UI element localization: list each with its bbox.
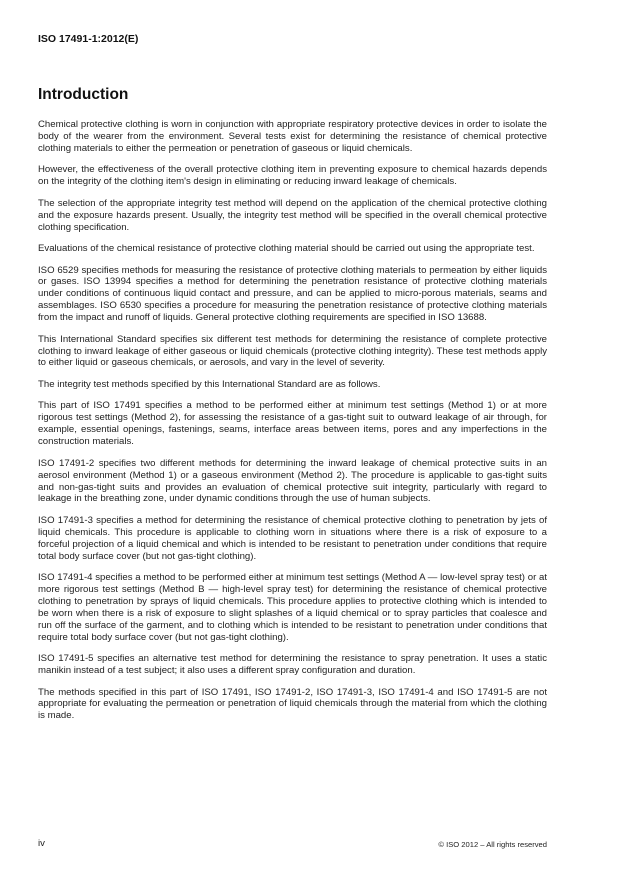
paragraph: ISO 6529 specifies methods for measuring the resistance of protective clothing materials to permeation by either liquids or gases. ISO 13994 specifies a method for determining the penetration resistance of protective clothing materials under conditions of continuous liquid contact and pressure, and can be applied to micro-porous materials, seams and assemblages. ISO 6530 specifies a procedure for measuring the penetration resistance of protective clothing materials from the impact and runoff of liquids. General protective clothing requirements are specified in ISO 13688. xyxy=(38,264,547,324)
page-number: iv xyxy=(38,838,45,849)
paragraph: The selection of the appropriate integrity test method will depend on the application of the chemical protective clothing and the exposure hazards present. Usually, the integrity test method will be specified in the overall chemical protective clothing specification. xyxy=(38,197,547,233)
document-body xyxy=(38,119,547,732)
paragraph: ISO 17491-2 specifies two different methods for determining the inward leakage of chemical protective suits in an aerosol environment (Method 1) or a gaseous environment (Method 2). The procedure is applicable to gas-tight suits and non-gas-tight suits and provides an evaluation of chemical protective suit integrity, particularly with regard to leakage in the breathing zone, under dynamic conditions through the use of human subjects. xyxy=(38,457,547,505)
paragraph: Evaluations of the chemical resistance of protective clothing material should be carried out using the appropriate test. xyxy=(38,243,535,255)
copyright-notice: © ISO 2012 – All rights reserved xyxy=(438,840,547,849)
document-header-id: ISO 17491-1:2012(E) xyxy=(38,33,139,45)
paragraph: The methods specified in this part of ISO 17491, ISO 17491-2, ISO 17491-3, ISO 17491-4 and ISO 17491-5 are not appropriate for evaluating the permeation or penetration of liquid chemicals through the material from which the clothing is made. xyxy=(38,686,547,722)
paragraph: This part of ISO 17491 specifies a method to be performed either at minimum test settings (Method 1) or at more rigorous test settings (Method 2), for assessing the resistance of a gas-tight suit to outward leakage of air through, for example, essential openings, fastenings, seams, interface areas between items, pores and any imperfections in the construction materials. xyxy=(38,400,547,448)
paragraph: ISO 17491-4 specifies a method to be performed either at minimum test settings (Method A — low-level spray test) or at more rigorous test settings (Method B — high-level spray test) for determining the resistance of chemical protective clothing to penetration by sprays of liquid chemicals. This procedure applies to protective clothing which is intended to be worn when there is a risk of exposure to slight splashes of a liquid chemical or to spray particles that coalesce and run off the surface of the garment, and to clothing which is intended to be resistant to penetration under conditions that require total body surface cover (but not gas-tight clothing). xyxy=(38,572,547,643)
paragraph: This International Standard specifies six different test methods for determining the resistance of complete protective clothing to inward leakage of either gaseous or liquid chemicals (protective clothing integrity). These test methods apply to either liquid or gaseous chemicals, or aerosols, and vary in the level of severity. xyxy=(38,333,547,369)
paragraph: However, the effectiveness of the overall protective clothing item in preventing exposure to chemical hazards depends on the integrity of the clothing item's design in eliminating or reducing inward leakage of chemicals. xyxy=(38,164,547,188)
paragraph: ISO 17491-5 specifies an alternative test method for determining the resistance to spray penetration. It uses a static manikin instead of a test subject; it also uses a different spray configuration and duration. xyxy=(38,653,547,677)
paragraph: The integrity test methods specified by this International Standard are as follows. xyxy=(38,378,381,390)
page-title: Introduction xyxy=(38,86,129,103)
paragraph: ISO 17491-3 specifies a method for determining the resistance of chemical protective clothing to penetration by jets of liquid chemicals. This procedure is applicable to clothing worn in situations where there is a risk of exposure to a forceful projection of a liquid chemical and which is intended to be resistant to penetration under conditions that require total body surface cover (but not gas-tight clothing). xyxy=(38,514,547,562)
paragraph: Chemical protective clothing is worn in conjunction with appropriate respiratory protective devices in order to isolate the body of the wearer from the environment. Several tests exist for determining the resistance of chemical protective clothing materials to either the permeation or penetration of gaseous or liquid chemicals. xyxy=(38,119,547,154)
